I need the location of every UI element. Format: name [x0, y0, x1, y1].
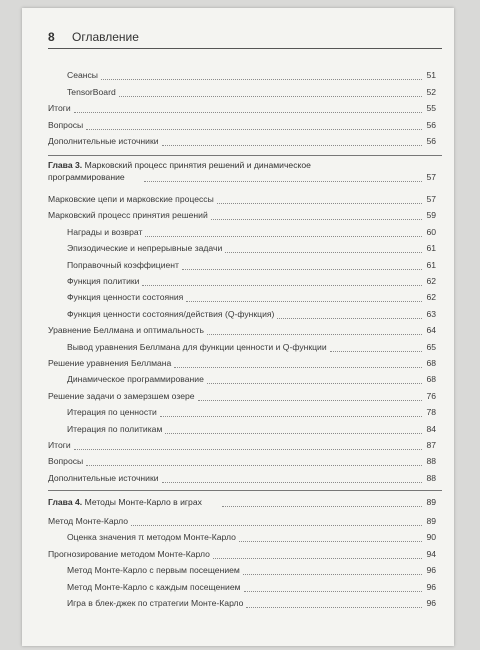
leader-dots [86, 465, 422, 466]
toc-entry [22, 473, 436, 484]
toc-entry [22, 194, 436, 205]
toc-entry-page: 90 [426, 532, 436, 543]
toc-entry [22, 120, 436, 131]
toc-entry-title: Вывод уравнения Беллмана для функции ценности и Q-функции [67, 341, 327, 352]
leader-dots [119, 96, 422, 97]
leader-dots [131, 525, 422, 526]
toc-entry [22, 516, 436, 527]
chapter-3-label: Глава 3. [48, 160, 83, 170]
leader-dots [162, 145, 422, 146]
toc-entry [22, 342, 436, 353]
toc-entry-title: Итерация по политикам [67, 423, 163, 434]
running-header [48, 30, 434, 44]
header-page-number: 8 [48, 30, 55, 44]
chapter-3-title-line1: Марковский процесс принятия решений и динамическое [84, 160, 311, 170]
toc-entry [22, 532, 436, 543]
toc-entry-page: 87 [426, 440, 436, 450]
toc-entry-title: Функция ценности состояния [67, 292, 184, 303]
toc-entry-title: Метод Монте-Карло с каждым посещением [67, 581, 241, 592]
toc-entry-page: 89 [426, 516, 436, 526]
leader-dots [239, 541, 422, 542]
toc-entry-page: 78 [426, 407, 436, 418]
toc-entry-page: 62 [426, 292, 436, 303]
toc-entry-title: Дополнительные источники [48, 136, 159, 146]
toc-entry-page: 84 [426, 423, 436, 434]
toc-entry-page: 61 [426, 243, 436, 254]
toc-entry [22, 358, 436, 369]
toc-entry [22, 210, 436, 221]
toc-entry-title: Сеансы [67, 70, 98, 80]
toc-entry [22, 456, 436, 467]
leader-dots [198, 400, 422, 401]
leader-dots [74, 112, 422, 113]
toc-entry [22, 70, 436, 81]
toc-entry [22, 309, 436, 320]
toc-entry-title: Прогнозирование методом Монте-Карло [48, 548, 210, 559]
toc-entry-page: 59 [426, 210, 436, 221]
toc-entry [22, 374, 436, 385]
leader-dots [74, 449, 422, 450]
leader-dots [142, 285, 422, 286]
toc-entry [22, 276, 436, 287]
toc-entry [22, 87, 436, 98]
leader-dots [160, 416, 422, 417]
leader-dots [144, 181, 422, 182]
leader-dots [207, 334, 422, 335]
toc-entry-title: Оценка значения π методом Монте-Карло [67, 532, 236, 543]
leader-dots [101, 79, 422, 80]
toc-entry-page: 68 [426, 358, 436, 368]
leader-dots [86, 129, 422, 130]
chapter-separator [48, 155, 442, 156]
leader-dots [244, 591, 422, 592]
toc-entry-page: 96 [426, 565, 436, 576]
toc-entry [22, 549, 436, 560]
toc-entry [22, 325, 436, 336]
chapter-3-page: 57 [426, 172, 436, 182]
chapter-4-heading [22, 497, 436, 509]
leader-dots [217, 203, 422, 204]
toc-entry [22, 565, 436, 576]
toc-entry [22, 260, 436, 271]
leader-dots [225, 252, 422, 253]
toc-entry-page: 52 [426, 86, 436, 97]
leader-dots [186, 301, 422, 302]
toc-entry-page: 88 [426, 472, 436, 483]
toc-entry-title: Решение уравнения Беллмана [48, 358, 172, 368]
toc-entry-page: 96 [426, 581, 436, 592]
toc-entry-title: Марковский процесс принятия решений [48, 210, 208, 221]
toc-entry-title: Динамическое программирование [67, 374, 204, 385]
header-rule [48, 48, 442, 49]
toc-entry-title: Уравнение Беллмана и оптимальность [48, 325, 204, 336]
leader-dots [145, 236, 422, 237]
leader-dots [174, 367, 422, 368]
toc-entry-page: 62 [426, 276, 436, 286]
toc-entry-title: Итоги [48, 103, 71, 113]
toc-entry-page: 60 [426, 226, 436, 237]
leader-dots [222, 506, 422, 507]
leader-dots [243, 574, 422, 575]
toc-entry-page: 63 [426, 308, 436, 319]
leader-dots [182, 269, 422, 270]
toc-entry [22, 424, 436, 435]
toc-entry [22, 243, 436, 254]
toc-entry [22, 292, 436, 303]
toc-entry-title: TensorBoard [67, 86, 116, 97]
chapter-3-heading [22, 160, 436, 184]
toc-entry-page: 56 [426, 119, 436, 130]
chapter-4-title: Методы Монте-Карло в играх [84, 497, 202, 507]
toc-entry-page: 94 [426, 548, 436, 559]
toc-entry [22, 227, 436, 238]
toc-entry-page: 65 [426, 341, 436, 352]
toc-entry-title: Марковские цепи и марковские процессы [48, 194, 214, 204]
chapter-4-page: 89 [426, 497, 436, 507]
leader-dots [165, 433, 422, 434]
chapter-3-title-line2: программирование [48, 172, 125, 182]
toc-entry-title: Метод Монте-Карло с первым посещением [67, 565, 240, 576]
leader-dots [213, 558, 422, 559]
toc-entry [22, 598, 436, 609]
leader-dots [246, 607, 422, 608]
chapter-separator [48, 490, 442, 491]
leader-dots [277, 318, 422, 319]
toc-entry-page: 88 [426, 456, 436, 467]
toc-entry-page: 57 [426, 194, 436, 204]
toc-entry [22, 103, 436, 114]
toc-entry-page: 51 [426, 70, 436, 80]
toc-entry [22, 440, 436, 451]
toc-entry-title: Решение задачи о замерзшем озере [48, 390, 195, 401]
toc-entry-title: Дополнительные источники [48, 472, 159, 483]
toc-entry-title: Награды и возврат [67, 226, 143, 237]
toc-entry [22, 136, 436, 147]
toc-entry-title: Вопросы [48, 456, 84, 467]
toc-entry [22, 407, 436, 418]
toc-entry-title: Вопросы [48, 119, 84, 130]
toc-entry-page: 96 [426, 598, 436, 608]
leader-dots [207, 383, 422, 384]
toc-entry [22, 391, 436, 402]
header-title: Оглавление [72, 30, 139, 44]
toc-entry-page: 61 [426, 259, 436, 270]
toc-entry-title: Функция ценности состояния/действия (Q-функция) [67, 308, 275, 319]
toc-entry-page: 56 [426, 136, 436, 146]
book-page [22, 8, 454, 646]
toc-entry-title: Итоги [48, 440, 71, 450]
toc-entry-title: Метод Монте-Карло [48, 516, 129, 526]
leader-dots [211, 219, 422, 220]
toc-entry-page: 76 [426, 390, 436, 401]
leader-dots [162, 482, 422, 483]
toc-entry-page: 64 [426, 325, 436, 336]
toc-entry [22, 582, 436, 593]
leader-dots [330, 351, 422, 352]
toc-entry-title: Игра в блек-джек по стратегии Монте-Карло [67, 598, 244, 608]
toc-entry-title: Эпизодические и непрерывные задачи [67, 243, 223, 254]
toc-entry-page: 68 [426, 374, 436, 385]
toc-entry-page: 55 [426, 103, 436, 113]
toc-entry-title: Функция политики [67, 276, 140, 286]
toc-entry-title: Поправочный коэффициент [67, 259, 179, 270]
toc-entry-title: Итерация по ценности [67, 407, 157, 418]
chapter-4-label: Глава 4. [48, 497, 83, 507]
